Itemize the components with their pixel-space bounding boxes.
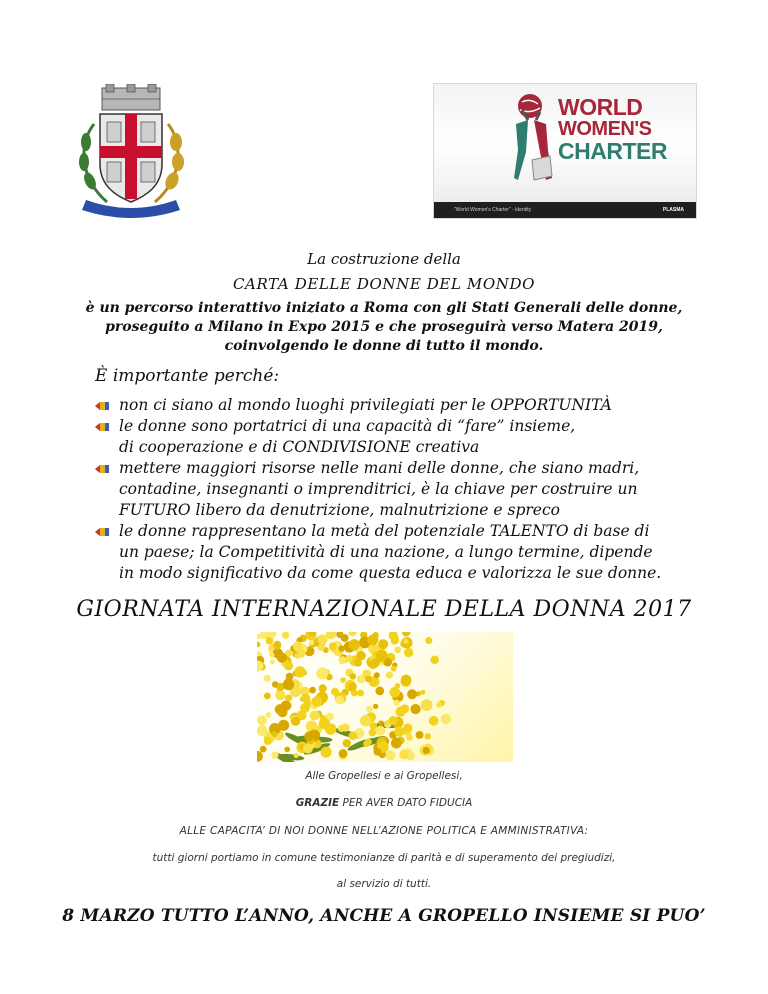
thanks-bold: GRAZIE bbox=[295, 797, 340, 809]
list-item bbox=[95, 458, 695, 521]
importance-list bbox=[95, 395, 695, 584]
list-item bbox=[95, 416, 695, 458]
charter-line3: CHARTER bbox=[558, 138, 667, 164]
charter-title: CARTA DELLE DONNE DEL MONDO bbox=[232, 275, 536, 293]
event-title: GIORNATA INTERNAZIONALE DELLA DONNA 2017 bbox=[76, 597, 692, 622]
list-item bbox=[95, 395, 695, 416]
bullet-line: un paese; la Competitività di una nazione, a lungo termine, dipende bbox=[119, 543, 653, 561]
pencil-bullet-icon bbox=[95, 463, 109, 475]
description-line: proseguito a Milano in Expo 2015 e che proseguirà verso Matera 2019, bbox=[105, 319, 663, 335]
capacity-line: ALLE CAPACITA’ DI NOI DONNE NELL’AZIONE POLITICA E AMMINISTRATIVA: bbox=[179, 825, 589, 837]
intro-description bbox=[0, 299, 768, 356]
bullet-line: FUTURO libero da denutrizione, malnutrizione e spreco bbox=[119, 501, 560, 519]
testimony-line: tutti giorni portiamo in comune testimonianze di parità e di superamento dei pregiudizi, bbox=[152, 852, 616, 864]
pencil-bullet-icon bbox=[95, 400, 109, 412]
charter-footer-bar bbox=[434, 202, 696, 218]
globe-figures-icon bbox=[508, 90, 558, 190]
description-line: coinvolgendo le donne di tutto il mondo. bbox=[224, 338, 544, 354]
bullet-line: le donne sono portatrici di una capacità di “fare” insieme, bbox=[119, 417, 576, 435]
thanks-rest: PER AVER DATO FIDUCIA bbox=[339, 797, 473, 809]
charter-line2: WOMEN'S bbox=[558, 118, 652, 140]
closing-slogan: 8 MARZO TUTTO L’ANNO, ANCHE A GROPELLO INSIEME SI PUO’ bbox=[62, 906, 706, 926]
service-line: al servizio di tutti. bbox=[336, 878, 432, 890]
bullet-line: le donne rappresentano la metà del potenziale TALENTO di base di bbox=[119, 522, 650, 540]
pencil-bullet-icon bbox=[95, 421, 109, 433]
bullet-line: non ci siano al mondo luoghi privilegiati per le OPPORTUNITÀ bbox=[119, 396, 612, 414]
thanks-line bbox=[0, 797, 768, 809]
charter-line1: WORLD bbox=[558, 94, 643, 120]
intro-line: La costruzione della bbox=[307, 250, 461, 268]
bullet-line: contadine, insegnanti o imprenditrici, è la chiave per costruire un bbox=[119, 480, 638, 498]
mimosa-flowers-image bbox=[257, 632, 513, 762]
list-item bbox=[95, 521, 695, 584]
bullet-line: in modo significativo da come questa educa e valorizza le sue donne. bbox=[119, 564, 662, 582]
charter-caption: "World Women's Charter" - Identity bbox=[454, 207, 532, 213]
charter-brand: PLASMA bbox=[662, 207, 684, 213]
pencil-bullet-icon bbox=[95, 526, 109, 538]
bullet-line: di cooperazione e di CONDIVISIONE creativa bbox=[119, 438, 480, 456]
greeting: Alle Gropellesi e ai Gropellesi, bbox=[305, 770, 463, 782]
world-womens-charter-logo bbox=[433, 83, 697, 219]
importance-heading: È importante perché: bbox=[95, 366, 280, 386]
bullet-line: mettere maggiori risorse nelle mani delle donne, che siano madri, bbox=[119, 459, 640, 477]
description-line: è un percorso interattivo iniziato a Roma con gli Stati Generali delle donne, bbox=[85, 300, 683, 316]
municipal-crest-logo bbox=[72, 84, 190, 220]
